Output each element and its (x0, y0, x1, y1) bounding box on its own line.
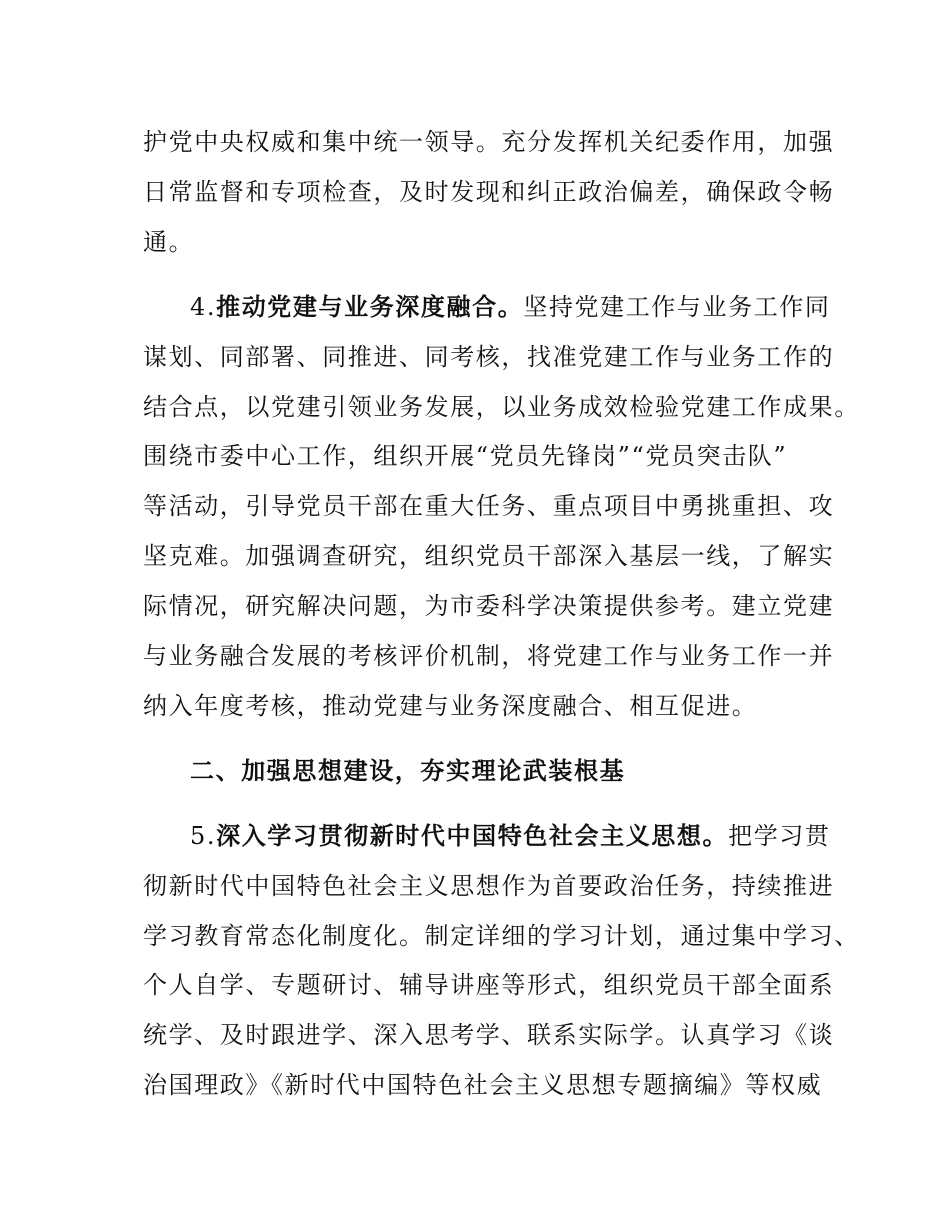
paragraph-line: 彻新时代中国特色社会主义思想作为首要政治任务，持续推进 (143, 872, 835, 900)
paragraph-first-line (190, 291, 831, 323)
paragraph-line: 等活动，引导党员干部在重大任务、重点项目中勇挑重担、攻 (143, 492, 835, 520)
paragraph-line: 际情况，研究解决问题，为市委科学决策提供参考。建立党建 (143, 592, 835, 620)
paragraph-line: 学习教育常态化制度化。制定详细的学习计划，通过集中学习、 (143, 922, 860, 950)
paragraph-line: 围绕市委中心工作，组织开展“党员先锋岗”“党员突击队” (143, 442, 788, 470)
paragraph-line: 统学、及时跟进学、深入思考学、联系实际学。认真学习《谈 (143, 1021, 835, 1049)
paragraph-line: 与业务融合发展的考核评价机制，将党建工作与业务工作一并 (143, 642, 835, 670)
paragraph-line: 结合点，以党建引领业务发展，以业务成效检验党建工作成果。 (143, 393, 860, 421)
paragraph-line: 纳入年度考核，推动党建与业务深度融合、相互促进。 (143, 692, 758, 720)
paragraph-line: 谋划、同部署、同推进、同考核，找准党建工作与业务工作的 (143, 343, 835, 371)
paragraph-line: 护党中央权威和集中统一领导。充分发挥机关纪委作用，加强 (143, 128, 835, 156)
section-heading: 二、加强思想建设，夯实理论武装根基 (190, 757, 626, 785)
paragraph-line: 通。 (143, 228, 195, 256)
paragraph-first-line (190, 820, 831, 852)
paragraph-text: 把学习贯 (728, 822, 831, 850)
paragraph-text: 坚持党建工作与业务工作同 (523, 293, 831, 321)
paragraph-line: 日常监督和专项检查，及时发现和纠正政治偏差，确保政令畅 (143, 178, 835, 206)
paragraph-line: 坚克难。加强调查研究，组织党员干部深入基层一线，了解实 (143, 542, 835, 570)
item-heading: 推动党建与业务深度融合。 (216, 293, 524, 321)
paragraph-line: 个人自学、专题研讨、辅导讲座等形式，组织党员干部全面系 (143, 971, 835, 999)
item-number: 4. (190, 293, 217, 321)
item-number: 5. (190, 822, 217, 850)
item-heading: 深入学习贯彻新时代中国特色社会主义思想。 (216, 822, 729, 850)
paragraph-line: 治国理政》《新时代中国特色社会主义思想专题摘编》等权威 (143, 1071, 823, 1099)
